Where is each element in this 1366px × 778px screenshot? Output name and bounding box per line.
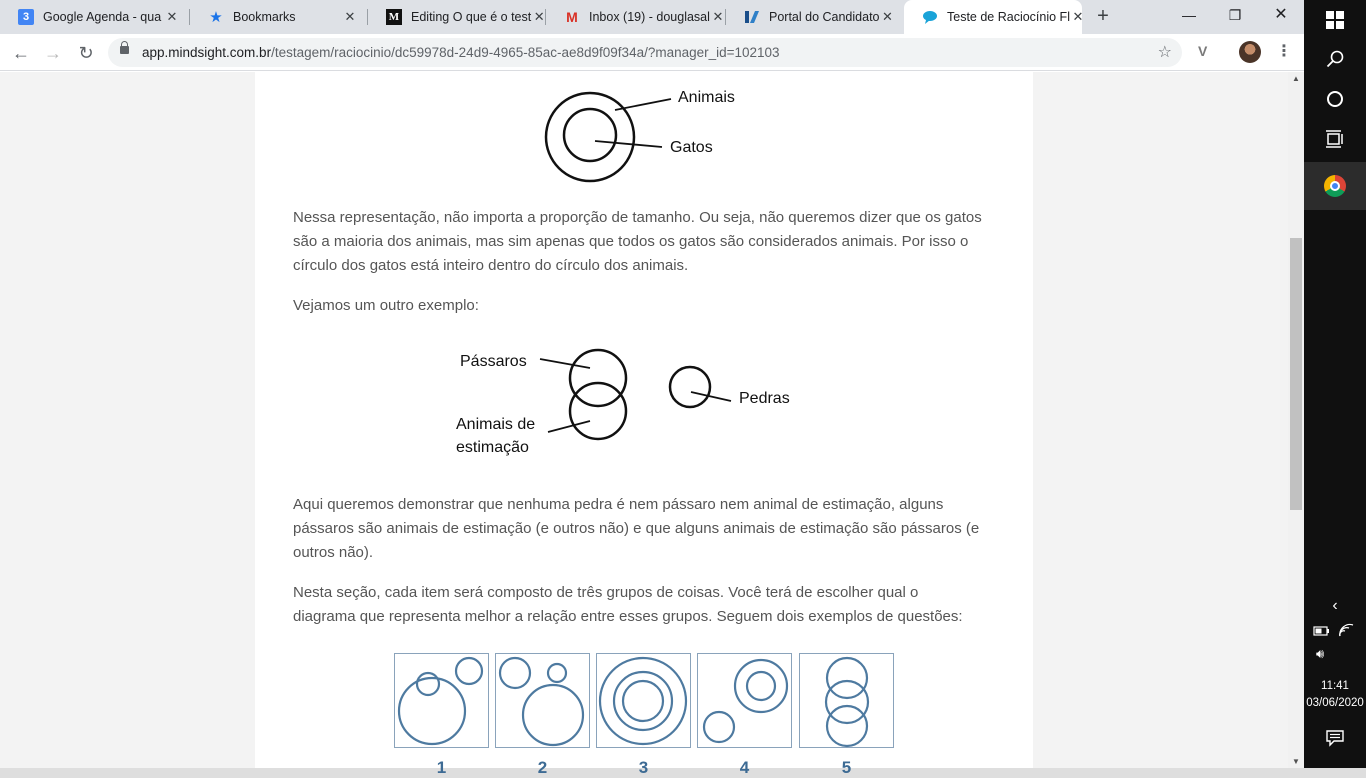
- url-text: [142, 45, 780, 60]
- taskbar-time[interactable]: 11:41: [1321, 680, 1349, 692]
- star-icon: ★: [209, 9, 223, 26]
- option-diagram-1[interactable]: [394, 653, 489, 748]
- close-icon[interactable]: ✕: [1072, 9, 1084, 24]
- chevron-left-icon[interactable]: ‹: [1332, 597, 1338, 614]
- address-bar[interactable]: [108, 38, 1182, 67]
- option-diagram-2[interactable]: [495, 653, 590, 748]
- close-icon[interactable]: ✕: [712, 9, 724, 24]
- option-number-3: 3: [638, 758, 649, 777]
- close-window-button[interactable]: ✕: [1274, 6, 1288, 23]
- search-icon[interactable]: [1304, 50, 1366, 73]
- forward-button[interactable]: →: [44, 43, 62, 63]
- close-icon[interactable]: ✕: [344, 9, 356, 24]
- tab-teste-raciocinio[interactable]: [904, 0, 1082, 34]
- close-icon[interactable]: ✕: [533, 9, 545, 24]
- volume-icon[interactable]: 🔊︎: [1316, 646, 1325, 661]
- label-animais: Animais: [678, 89, 735, 106]
- taskbar-chrome-app[interactable]: [1304, 162, 1366, 210]
- lock-icon: [120, 46, 129, 54]
- chrome-icon: [1324, 175, 1346, 197]
- new-tab-button[interactable]: +: [1097, 5, 1109, 27]
- tab-title: Teste de Raciocínio Fl: [947, 10, 1070, 24]
- paragraph-nenhuma-pedra: Aqui queremos demonstrar que nenhuma pedra é nem pássaro nem animal de estimação, alguns pássaros são animais de estimação (e outros não) e que alguns animais de estimação são pássaros (e outros não).: [293, 496, 980, 561]
- portal-icon: [744, 9, 760, 25]
- back-button[interactable]: ←: [12, 43, 30, 63]
- url-path: /testagem/raciocinio/dc59978d-24d9-4965-85ac-ae8d9f09f34a/?manager_id=102103: [271, 45, 780, 60]
- circle-animais: [546, 93, 634, 181]
- option-1-figure: [395, 654, 488, 747]
- pointer-line: [540, 359, 590, 368]
- circle-passaros: [570, 350, 626, 406]
- circle-pedras: [670, 367, 710, 407]
- tab-title: Bookmarks: [233, 10, 296, 24]
- option-number-2: 2: [537, 758, 548, 777]
- windows-start-icon[interactable]: [1304, 10, 1366, 34]
- mindsight-icon: [922, 9, 938, 25]
- option-5-figure: [800, 654, 893, 747]
- taskbar-date[interactable]: 03/06/2020: [1306, 697, 1364, 709]
- menu-kebab-icon[interactable]: ⋮: [1276, 43, 1292, 60]
- label-pedras: Pedras: [739, 390, 790, 407]
- option-diagram-5[interactable]: [799, 653, 894, 748]
- vertical-scrollbar[interactable]: [1288, 72, 1304, 768]
- option-diagram-4[interactable]: [697, 653, 792, 748]
- page-content: [255, 72, 1033, 777]
- tray-icons: [1304, 624, 1366, 643]
- reload-button[interactable]: ↻: [78, 43, 94, 63]
- option-diagram-3[interactable]: [596, 653, 691, 748]
- option-3-figure: [597, 654, 690, 747]
- profile-avatar[interactable]: [1239, 41, 1261, 63]
- option-number-5: 5: [841, 758, 852, 777]
- minimize-button[interactable]: —: [1182, 7, 1196, 23]
- tab-title: Editing O que é o test: [411, 10, 532, 24]
- scroll-up-arrow-icon[interactable]: ▲: [1292, 74, 1300, 83]
- page-viewport: [0, 72, 1288, 777]
- windows-taskbar: [1304, 0, 1366, 768]
- bookmark-star-icon[interactable]: ☆: [1157, 44, 1172, 61]
- notifications-icon[interactable]: [1304, 730, 1366, 751]
- option-number-4: 4: [739, 758, 750, 777]
- restore-button[interactable]: ❐: [1228, 7, 1242, 23]
- label-animais-de: Animais de: [456, 416, 536, 433]
- tab-title: Inbox (19) - douglasal: [589, 10, 710, 24]
- circle-gatos: [564, 109, 616, 161]
- tab-editing-medium[interactable]: [368, 0, 546, 34]
- label-gatos: Gatos: [670, 139, 713, 156]
- option-2-figure: [496, 654, 589, 747]
- option-number-1: 1: [436, 758, 447, 777]
- diagram-passaros-pedras: [450, 342, 800, 462]
- circle-animais-estimacao: [570, 383, 626, 439]
- browser-toolbar: [0, 34, 1304, 71]
- pointer-line: [691, 392, 731, 401]
- tab-bookmarks[interactable]: [190, 0, 368, 34]
- label-passaros: Pássaros: [460, 353, 527, 370]
- task-view-icon[interactable]: [1304, 130, 1366, 153]
- cortana-icon[interactable]: [1304, 90, 1366, 113]
- paragraph-proporcao: Nessa representação, não importa a proporção de tamanho. Ou seja, não queremos dizer que os gatos são a maioria dos animais, mas sim apenas que todos os gatos são considerados animais. Por isso o círculo dos gatos está inteiro dentro do círculo dos animais.: [293, 209, 982, 274]
- close-icon[interactable]: ✕: [882, 9, 893, 24]
- pointer-line: [595, 141, 662, 147]
- tab-strip: [0, 0, 1304, 34]
- tab-portal-candidato[interactable]: [726, 0, 904, 34]
- close-icon[interactable]: ✕: [166, 9, 178, 24]
- gmail-icon: M: [566, 9, 578, 25]
- paragraph-outro-exemplo: Vejamos um outro exemplo:: [293, 297, 479, 314]
- label-estimacao: estimação: [456, 439, 529, 456]
- calendar-icon: 3: [18, 9, 34, 25]
- medium-icon: M: [386, 9, 402, 25]
- scroll-down-arrow-icon[interactable]: ▼: [1292, 757, 1300, 766]
- diagram-animais-gatos: [535, 84, 735, 184]
- battery-wifi-icon[interactable]: [1312, 624, 1358, 638]
- pointer-line: [548, 421, 590, 432]
- tab-inbox-gmail[interactable]: [546, 0, 726, 34]
- pointer-line: [615, 99, 671, 110]
- tab-title: Portal do Candidato: [769, 10, 880, 24]
- tab-google-agenda[interactable]: [0, 0, 190, 34]
- scroll-thumb[interactable]: [1290, 238, 1302, 510]
- paragraph-nesta-secao: Nesta seção, cada item será composto de três grupos de coisas. Você terá de escolher qual o diagrama que representa melhor a relação entre esses grupos. Seguem dois exemplos de questões:: [293, 584, 963, 625]
- tab-title: Google Agenda - qua: [43, 10, 162, 24]
- extension-icon[interactable]: V: [1198, 43, 1208, 59]
- url-host: app.mindsight.com.br: [142, 45, 272, 60]
- option-4-figure: [698, 654, 791, 747]
